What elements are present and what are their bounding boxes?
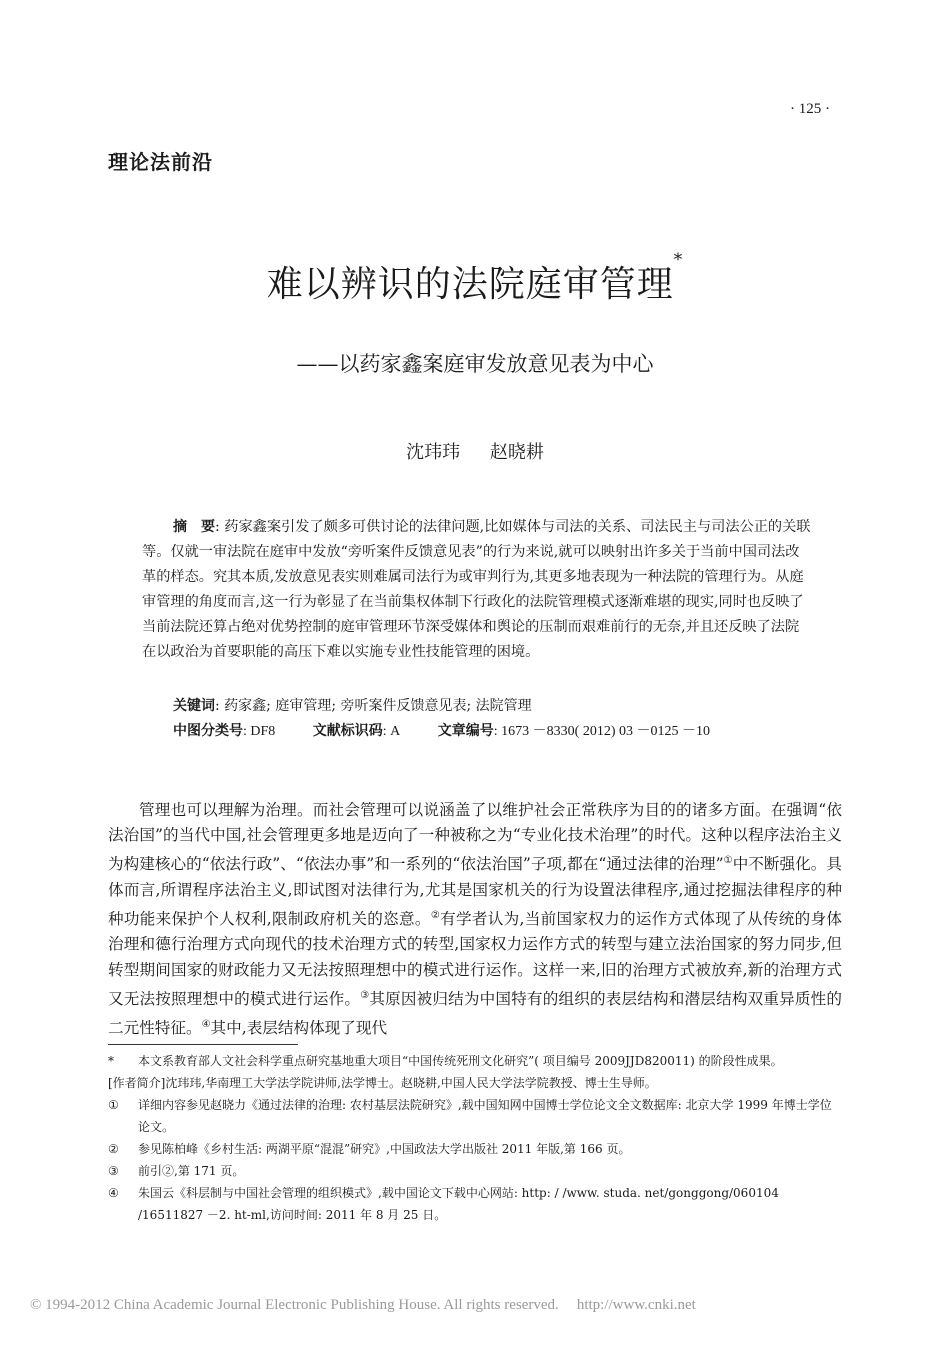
article-number-value: : 1673 －8330( 2012) 03 －0125 －10: [493, 724, 711, 739]
footnote-item: [108, 1182, 842, 1226]
footnote-text: 参见陈柏峰《乡村生活: 两湖平原“混混”研究》,中国政法大学出版社 2011 年版,第 166 页。: [138, 1142, 631, 1156]
footnote-item: [108, 1138, 842, 1160]
footnote-ref-2[interactable]: ②: [430, 910, 441, 921]
clc-label: 中图分类号: [173, 723, 243, 739]
section-heading: 理论法前沿: [108, 150, 213, 174]
footnote-item: [108, 1094, 842, 1138]
keywords-text: : 药家鑫; 庭审管理; 旁听案件反馈意见表; 法院管理: [215, 698, 532, 714]
footnote-ref-3[interactable]: ③: [360, 989, 370, 1001]
footnote-text: 前引②,第 171 页。: [138, 1164, 245, 1178]
cnki-link[interactable]: http://www.cnki.net: [576, 1297, 696, 1313]
footnote-divider: [108, 1044, 298, 1045]
footnote-text: 详细内容参见赵晓力《通过法律的治理: 农村基层法院研究》,载中国知网中国博士学位论文全文数据库: 北京大学 1999 年博士学位论文。: [138, 1098, 832, 1134]
footnote-mark: ②: [108, 1142, 119, 1156]
article-subtitle: ——以药家鑫案庭审发放意见表为中心: [296, 352, 654, 376]
footnote-text: [作者简介]沈玮玮,华南理工大学法学院讲师,法学博士。赵晓耕,中国人民大学法学院教授、博士生导师。: [108, 1076, 657, 1090]
footnote-mark: ③: [108, 1164, 119, 1178]
abstract-text: : 药家鑫案引发了颇多可供讨论的法律问题,比如媒体与司法的关系、司法民主与司法公正的关联等。仅就一审法院在庭审中发放“旁听案件反馈意见表”的行为来说,就可以映射出许多关于当前中国司法改革的样态。究其本质,发放意见表实则难属司法行为或审判行为,其更多地表现为一种法院的管理行为。从庭审管理的角度而言,这一行为彰显了在当前集权体制下行政化的法院管理模式逐渐难堪的现实,同时也反映了当前法院还算占绝对优势控制的庭审管理环节深受媒体和舆论的压制而艰难前行的无奈,并且还反映了法院在以政治为首要职能的高压下难以实施专业性技能管理的困境。: [142, 519, 811, 660]
classification-line: [173, 720, 744, 740]
title-text: 难以辨识的法院庭审管理: [266, 264, 674, 305]
body-segment-3: 有学者认为,当前国家权力的运作方式体现了从传统的身体治理和德行治理方式向现代的技术治理方式的转型,国家权力运作方式的转型与建立法治国家的努力同步,但转型期间国家的财政能力又无法按照理想中的模式进行运作。这样一来,旧的治理方式被放弃,新的治理方式又无法按照理想中的模式进行运作。: [108, 910, 842, 1008]
author-1: 沈玮玮: [406, 442, 461, 463]
page-number: · 125 ·: [790, 101, 830, 117]
title-footnote-mark: *: [673, 250, 684, 270]
article-number-label: 文章编号: [437, 723, 494, 739]
footnote-ref-4[interactable]: ④: [201, 1019, 211, 1031]
doc-code-value: : A: [382, 724, 401, 739]
body-segment-4: 其原因被归结为中国特有的组织的表层结构和潜层结构双重异质性的二元性特征。: [108, 989, 842, 1038]
footnote-mark: ④: [108, 1186, 119, 1200]
article-title: [0, 250, 950, 307]
body-text: [108, 798, 842, 1042]
footnotes: [108, 1050, 842, 1226]
body-segment-2: 中不断强化。具体而言,所谓程序法治主义,即试图对法律行为,尤其是国家机关的行为设置法律程序,通过挖掘法律程序的种种功能来保护个人权利,限制政府机关的恣意。: [108, 855, 843, 929]
copyright-footer: [30, 1297, 696, 1314]
abstract-label: 摘 要: [173, 519, 215, 535]
abstract: [142, 515, 812, 665]
footnote-ref-1[interactable]: ①: [723, 855, 733, 867]
body-segment-5: 其中,表层结构体现了现代: [210, 1019, 388, 1038]
footnote-item: [108, 1050, 842, 1072]
body-segment-1: 管理也可以理解为治理。而社会管理可以说涵盖了以维护社会正常秩序为目的的诸多方面。在强调“依法治国”的当代中国,社会管理更多地是迈向了一种被称之为“专业化技术治理”的时代。这种以程序法治主义为构建核心的“依法行政”、“依法办事”和一系列的“依法治国”子项,都在“通过法律的治理”: [108, 801, 842, 874]
copyright-text: © 1994-2012 China Academic Journal Electronic Publishing House. All rights reserved.: [30, 1297, 559, 1313]
footnote-text: 朱国云《科层制与中国社会管理的组织模式》,载中国论文下载中心网站: http: / /www. studa. net/gonggong/060104 /16511827 －2. ht-ml,访问时间: 2011 年 8 月 25 日。: [138, 1186, 779, 1222]
doc-code-label: 文献标识码: [312, 723, 383, 739]
footnote-mark: ①: [108, 1098, 119, 1112]
footnote-mark: *: [108, 1054, 114, 1068]
keywords: [173, 695, 532, 715]
keywords-label: 关键词: [173, 698, 215, 714]
author-2: 赵晓耕: [489, 442, 544, 463]
footnote-item: [108, 1072, 842, 1094]
body-paragraph: [108, 798, 842, 1042]
footnote-text: 本文系教育部人文社会科学重点研究基地重大项目“中国传统死刑文化研究”( 项目编号 2009JJD820011) 的阶段性成果。: [138, 1054, 783, 1068]
authors: [0, 438, 950, 464]
footnote-item: [108, 1160, 842, 1182]
clc-value: : DF8: [243, 724, 276, 739]
